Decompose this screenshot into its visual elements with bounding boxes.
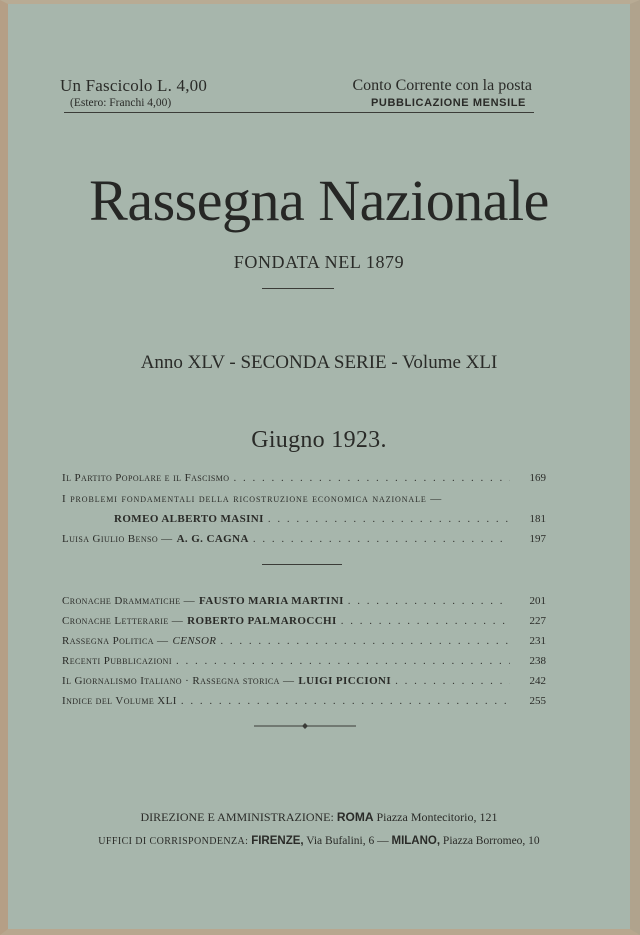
contents-title: Il Giornalismo Italiano · Rassegna storica — bbox=[62, 675, 295, 687]
office-city: FIRENZE, bbox=[251, 835, 304, 847]
contents-row bbox=[62, 615, 546, 631]
contents-row bbox=[62, 655, 546, 671]
postal-label: Conto Corrente con la posta bbox=[352, 77, 532, 94]
leader-dots bbox=[220, 635, 510, 647]
contents-author: ROBERTO PALMAROCCHI bbox=[187, 615, 337, 627]
contents-divider bbox=[262, 564, 342, 565]
contents-title: Indice del Volume XLI bbox=[62, 695, 177, 707]
contents-row bbox=[62, 635, 546, 651]
leader-dots bbox=[176, 655, 510, 667]
contents-title: Luisa Giulio Benso — bbox=[62, 533, 173, 545]
leader-dots bbox=[268, 513, 510, 525]
direction-city: ROMA bbox=[336, 810, 374, 824]
leader-dots bbox=[233, 472, 510, 484]
contents-title: I problemi fondamentali della ricostruzione economica nazionale — bbox=[62, 493, 443, 505]
contents-title: Recenti Pubblicazioni bbox=[62, 655, 172, 667]
issue-line: Anno XLV - SECONDA SERIE - Volume XLI bbox=[140, 352, 498, 373]
leader-dots bbox=[395, 675, 510, 687]
contents-title: Il Partito Popolare e il Fascismo bbox=[62, 472, 230, 484]
offices-line bbox=[8, 835, 630, 847]
contents-page: 169 bbox=[529, 472, 546, 484]
leader-dots bbox=[253, 533, 510, 545]
founded-label: FONDATA NEL 1879 bbox=[233, 252, 405, 272]
offices-label: UFFICI DI CORRISPONDENZA: bbox=[98, 836, 249, 847]
header-rule bbox=[64, 112, 534, 113]
contents-author: CENSOR bbox=[172, 635, 217, 647]
price-abroad-label: (Estero: Franchi 4,00) bbox=[70, 97, 172, 109]
issue-month: Giugno 1923. bbox=[251, 427, 387, 453]
office-address: Via Bufalini, 6 — bbox=[306, 835, 389, 847]
contents-row bbox=[62, 493, 546, 509]
contents-page: 197 bbox=[529, 533, 546, 545]
leader-dots bbox=[341, 615, 510, 627]
contents-page: 227 bbox=[529, 615, 546, 627]
ornament-divider bbox=[254, 722, 356, 730]
contents-row bbox=[62, 695, 546, 711]
contents-row bbox=[114, 513, 546, 529]
contents-page: 238 bbox=[529, 655, 546, 667]
leader-dots bbox=[348, 595, 510, 607]
direction-label: DIREZIONE E AMMINISTRAZIONE: bbox=[140, 810, 334, 824]
contents-row bbox=[62, 533, 546, 549]
contents-page: 231 bbox=[529, 635, 546, 647]
direction-line bbox=[8, 810, 630, 825]
contents-page: 255 bbox=[529, 695, 546, 707]
contents-title: Cronache Letterarie — bbox=[62, 615, 184, 627]
contents-title: Rassegna Politica — bbox=[62, 635, 169, 647]
contents-author: LUIGI PICCIONI bbox=[298, 675, 392, 687]
contents-title: Cronache Drammatiche — bbox=[62, 595, 196, 607]
title-rule bbox=[262, 288, 334, 289]
direction-address: Piazza Montecitorio, 121 bbox=[376, 810, 498, 824]
office-address: Piazza Borromeo, 10 bbox=[442, 835, 540, 847]
magazine-title: Rassegna Nazionale bbox=[89, 168, 549, 233]
contents-author: FAUSTO MARIA MARTINI bbox=[199, 595, 344, 607]
contents-author: A. G. CAGNA bbox=[176, 533, 249, 545]
contents-page: 201 bbox=[529, 595, 546, 607]
leader-dots bbox=[181, 695, 510, 707]
contents-row bbox=[62, 675, 546, 691]
price-label: Un Fascicolo L. 4,00 bbox=[60, 76, 208, 95]
frequency-label: PUBBLICAZIONE MENSILE bbox=[371, 97, 526, 109]
contents-row bbox=[62, 595, 546, 611]
contents-row bbox=[62, 472, 546, 488]
contents-page: 181 bbox=[529, 513, 546, 525]
office-city: MILANO, bbox=[391, 835, 441, 847]
contents-page: 242 bbox=[529, 675, 546, 687]
contents-author: ROMEO ALBERTO MASINI bbox=[114, 513, 264, 525]
